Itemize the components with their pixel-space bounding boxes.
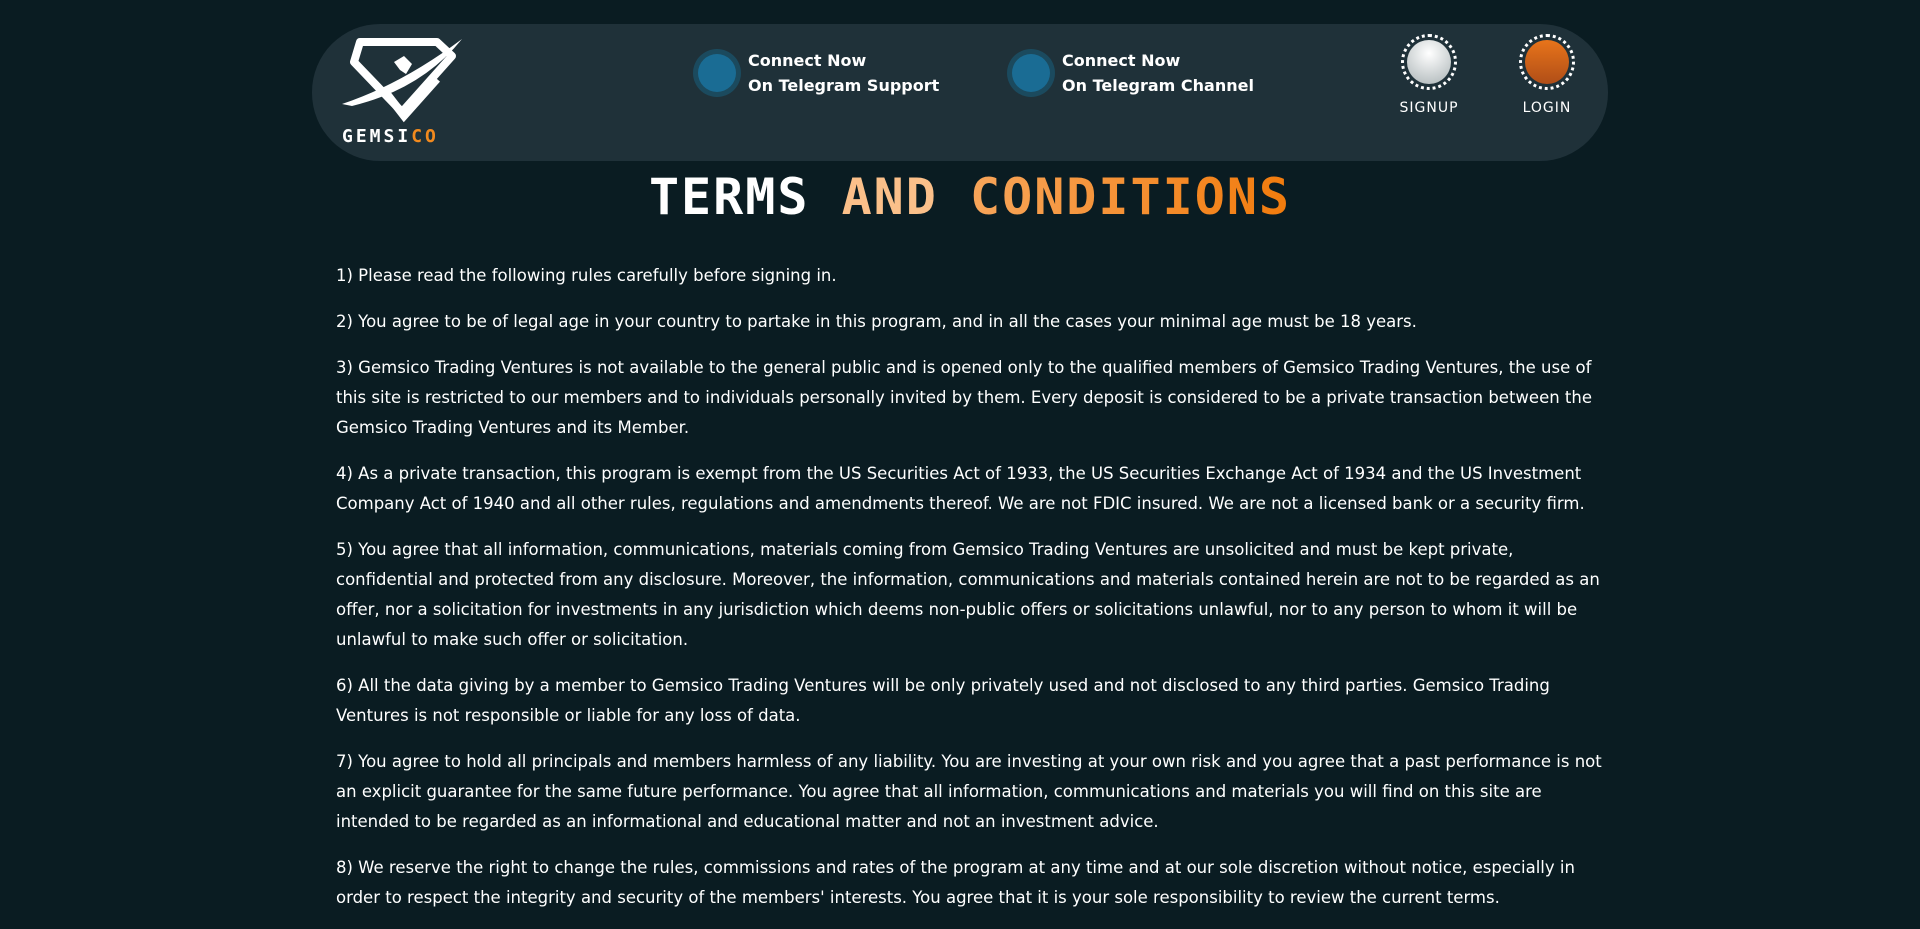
term-item: 6) All the data giving by a member to Gemsico Trading Ventures will be only privately used and not disclosed to any third parties. Gemsico Trading Ventures is not responsible or liable for any loss of data. — [336, 676, 1550, 725]
telegram-support-link[interactable] — [698, 48, 939, 98]
title-part-terms: TERMS — [648, 168, 810, 226]
login-button[interactable] — [1502, 34, 1592, 116]
term-item: 1) Please read the following rules carefully before signing in. — [336, 266, 837, 285]
title-part-conditions: CONDITIONS — [970, 168, 1292, 226]
telegram-channel-link[interactable] — [1012, 48, 1254, 98]
signup-button[interactable] — [1384, 34, 1474, 116]
login-orb-icon — [1519, 34, 1575, 90]
signup-label: SIGNUP — [1399, 100, 1459, 116]
gemsico-logo[interactable] — [342, 34, 472, 154]
telegram-channel-line1: Connect Now — [1062, 51, 1181, 70]
diamond-check-icon — [342, 34, 472, 124]
title-part-and: AND — [841, 168, 938, 226]
header — [312, 24, 1608, 161]
telegram-icon — [1012, 54, 1050, 92]
term-item: 4) As a private transaction, this program is exempt from the US Securities Act of 1933, the US Securities Exchange Act of 1934 and the US Investment Company Act of 1940 and all other rules, regulations and amendments thereof. We are not FDIC insured. We are not a licensed bank or a security firm. — [336, 464, 1585, 513]
term-item: 3) Gemsico Trading Ventures is not available to the general public and is opened only to the qualified members of Gemsico Trading Ventures, the use of this site is restricted to our members and to individuals personally invited by them. Every deposit is considered to be a private transaction between the Gemsico Trading Ventures and its Member. — [336, 358, 1593, 437]
logo-text: GEMSICO — [342, 126, 439, 147]
signup-orb-icon — [1401, 34, 1457, 90]
page-title — [0, 168, 1920, 226]
telegram-icon — [698, 54, 736, 92]
term-item: 2) You agree to be of legal age in your country to partake in this program, and in all the cases your minimal age must be 18 years. — [336, 312, 1417, 331]
terms-list — [336, 261, 1612, 929]
telegram-support-line1: Connect Now — [748, 51, 867, 70]
login-label: LOGIN — [1522, 100, 1572, 116]
telegram-channel-line2: On Telegram Channel — [1062, 76, 1254, 95]
term-item: 8) We reserve the right to change the rules, commissions and rates of the program at any time and at our sole discretion without notice, especially in order to respect the integrity and security of the members' interests. You agree that it is your sole responsibility to review the current terms. — [336, 858, 1575, 907]
term-item: 5) You agree that all information, communications, materials coming from Gemsico Trading Ventures are unsolicited and must be kept private, confidential and protected from any disclosure. Moreover, the information, communications and materials contained herein are not to be regarded as an offer, nor a solicitation for investments in any jurisdiction which deems non-public offers or solicitations unlawful, nor to any person to whom it will be unlawful to make such offer or solicitation. — [336, 540, 1600, 649]
term-item: 7) You agree to hold all principals and members harmless of any liability. You are investing at your own risk and you agree that a past performance is not an explicit guarantee for the same future performance. You agree that all information, communications and materials you will find on this site are intended to be regarded as an informational and educational matter and not an investment advice. — [336, 752, 1602, 831]
telegram-support-line2: On Telegram Support — [748, 76, 940, 95]
